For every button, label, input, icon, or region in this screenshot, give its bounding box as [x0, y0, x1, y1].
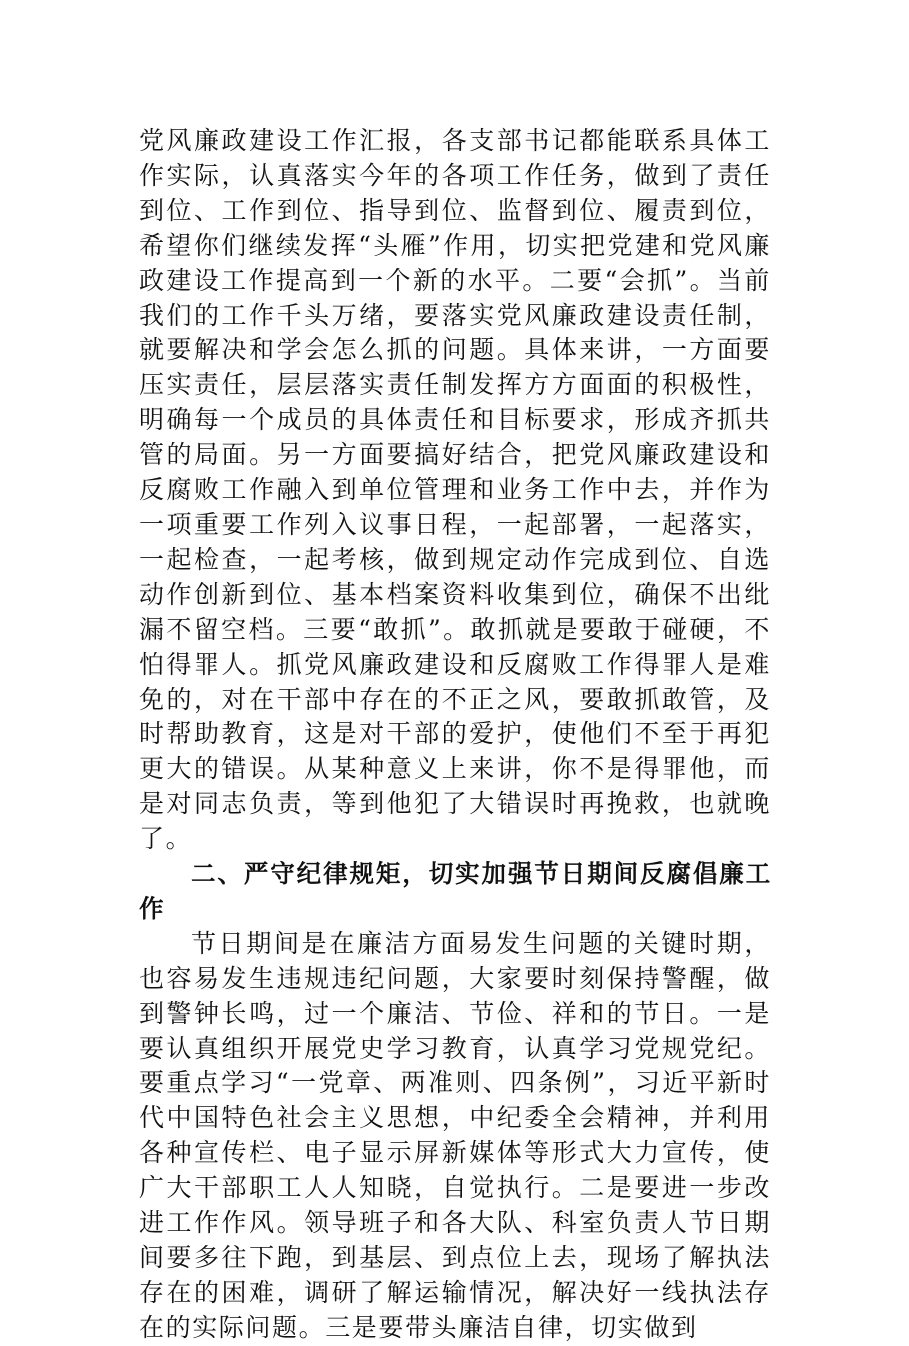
document-body	[139, 124, 771, 1346]
section-heading: 二、严守纪律规矩，切实加强节日期间反腐倡廉工作	[139, 859, 771, 923]
body-paragraph: 节日期间是在廉洁方面易发生问题的关键时期，也容易发生违规违纪问题，大家要时刻保持警醒，做到警钟长鸣，过一个廉洁、节俭、祥和的节日。一是要认真组织开展党史学习教育，认真学习党规党纪。要重点学习“一党章、两准则、四条例”，习近平新时代中国特色社会主义思想，中纪委全会精神，并利用各种宣传栏、电子显示屏新媒体等形式大力宣传，使广大干部职工人人知晓，自觉执行。二是要进一步改进工作作风。领导班子和各大队、科室负责人节日期间要多往下跑，到基层、到点位上去，现场了解执法存在的困难，调研了解运输情况，解决好一线执法存在的实际问题。三是要带头廉洁自律，切实做到	[139, 928, 771, 1342]
body-paragraph-continued: 党风廉政建设工作汇报，各支部书记都能联系具体工作实际，认真落实今年的各项工作任务，做到了责任到位、工作到位、指导到位、监督到位、履责到位，希望你们继续发挥“头雁”作用，切实把党建和党风廉政建设工作提高到一个新的水平。二要“会抓”。当前我们的工作千头万绪，要落实党风廉政建设责任制，就要解决和学会怎么抓的问题。具体来讲，一方面要压实责任，层层落实责任制发挥方方面面的积极性，明确每一个成员的具体责任和目标要求，形成齐抓共管的局面。另一方面要搞好结合，把党风廉政建设和反腐败工作融入到单位管理和业务工作中去，并作为一项重要工作列入议事日程，一起部署，一起落实，一起检查，一起考核，做到规定动作完成到位、自选动作创新到位、基本档案资料收集到位，确保不出纰漏不留空档。三要“敢抓”。敢抓就是要敢于碰硬，不怕得罪人。抓党风廉政建设和反腐败工作得罪人是难免的，对在干部中存在的不正之风，要敢抓敢管，及时帮助教育，这是对干部的爱护，使他们不至于再犯更大的错误。从某种意义上来讲，你不是得罪他，而是对同志负责，等到他犯了大错误时再挽救，也就晚了。	[139, 126, 771, 854]
